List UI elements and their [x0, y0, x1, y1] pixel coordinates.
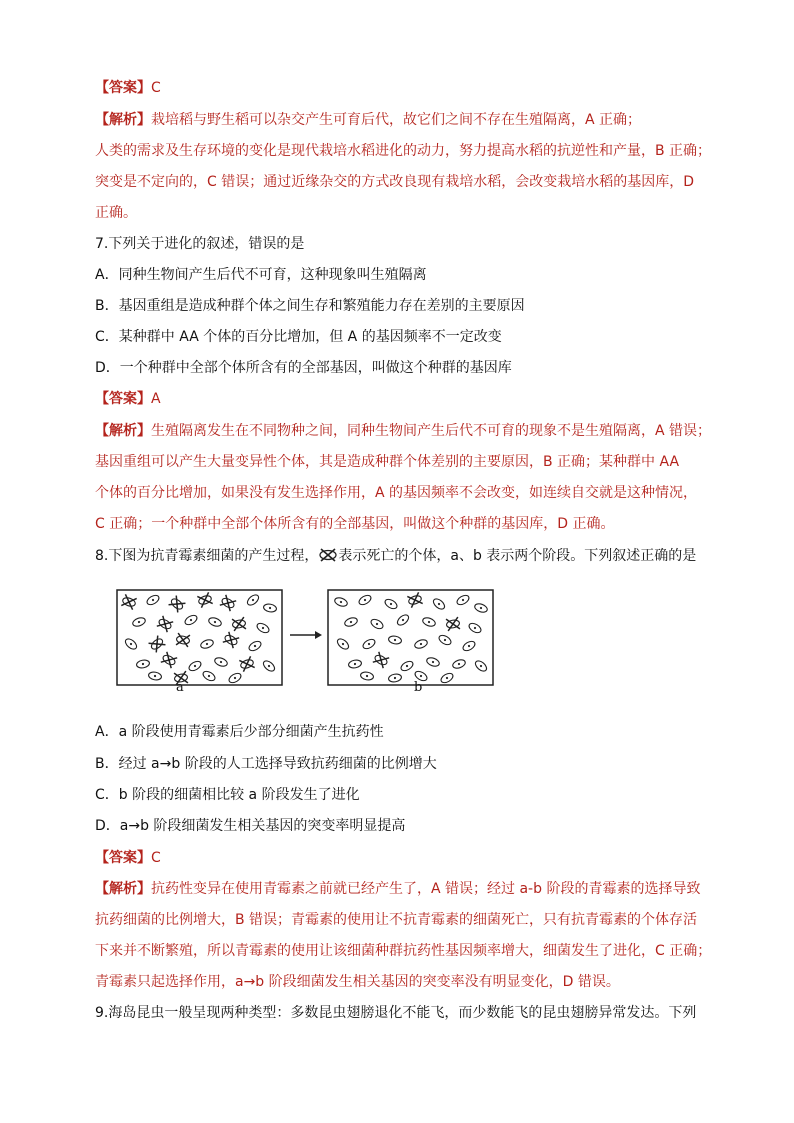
live-bacterium [214, 656, 229, 668]
q7-analysis-line: 基因重组可以产生大量变异性个体，其是造成种群个体差别的主要原因，B 正确；某种群中 AA [95, 454, 680, 470]
q8-option-a: A．a 阶段使用青霉素后少部分细菌产生抗药性 [95, 724, 384, 740]
live-bacterium [246, 593, 261, 607]
dead-bacterium [176, 633, 191, 647]
q7-answer: 【答案】A [95, 391, 161, 407]
bacteria-diagram [115, 588, 495, 698]
live-bacterium [388, 673, 402, 683]
live-bacterium [467, 621, 482, 634]
live-bacterium [455, 593, 470, 606]
figure-label-a: a [176, 680, 184, 695]
live-bacterium [247, 639, 262, 652]
live-bacterium [227, 671, 242, 684]
q7-analysis-line: 【解析】生殖隔离发生在不同物种之间，同种生物间产生后代不可育的现象不是生殖隔离，A 错误； [95, 423, 712, 439]
stage-arrow-head [315, 631, 322, 639]
live-bacterium [388, 635, 402, 645]
q6-answer: 【答案】C [95, 80, 161, 96]
q8-option-d: D．a→b 阶段细菌发生相关基因的突变率明显提高 [95, 818, 406, 834]
dead-bacterium [239, 656, 255, 672]
q8-analysis-line: 抗药细菌的比例增大，B 错误；青霉素的使用让不抗青霉素的细菌死亡，只有抗青霉素的个体存活 [95, 912, 698, 928]
live-bacterium [201, 669, 216, 682]
dead-bacterium-icon [319, 548, 337, 562]
dead-bacterium [156, 616, 173, 633]
live-bacterium [474, 602, 489, 614]
dead-bacterium [446, 617, 461, 631]
stage-a-box [117, 590, 282, 685]
live-bacterium [132, 616, 147, 628]
q6-analysis-line: 突变是不定向的，C 错误；通过近缘杂交的方式改良现有栽培水稻，会改变栽培水稻的基因库，D [95, 174, 695, 190]
dead-bacterium [121, 594, 137, 610]
live-bacterium [426, 656, 441, 668]
q8-analysis-line: 青霉素只起选择作用，a→b 阶段细菌发生相关基因的突变率没有明显变化，D 错误。 [95, 974, 620, 990]
live-bacterium [136, 659, 150, 669]
live-bacterium [437, 633, 452, 646]
q7-analysis-line: 个体的百分比增加，如果没有发生选择作用，A 的基因频率不会改变，如连续自交就是这种情况， [95, 485, 698, 501]
q7-option-c: C．某种群中 AA 个体的百分比增加，但 A 的基因频率不一定改变 [95, 329, 502, 345]
live-bacterium [396, 613, 411, 627]
dead-bacterium [232, 617, 247, 631]
q8-analysis-line: 下来并不断繁殖，所以青霉素的使用让该细菌种群抗药性基因频率增大，细菌发生了进化，C 正确； [95, 943, 712, 959]
q9-stem: 9.海岛昆虫一般呈现两种类型：多数昆虫翅膀退化不能飞，而少数能飞的昆虫翅膀异常发达。下列 [95, 1005, 697, 1021]
dead-bacterium [148, 635, 166, 653]
live-bacterium [187, 659, 202, 672]
q7-option-b: B．基因重组是造成种群个体之间生存和繁殖能力存在差别的主要原因 [95, 298, 525, 314]
q7-stem: 7.下列关于进化的叙述，错误的是 [95, 236, 305, 252]
figure-label-b: b [414, 680, 423, 695]
live-bacterium [461, 639, 476, 652]
live-bacterium [262, 659, 277, 673]
live-bacterium [399, 659, 414, 672]
live-bacterium [432, 597, 447, 611]
live-bacterium [336, 637, 351, 651]
live-bacterium [360, 671, 374, 681]
q6-analysis-line: 【解析】栽培稻与野生稻可以杂交产生可育后代，故它们之间不存在生殖隔离，A 正确； [95, 112, 642, 128]
bacteria-figure [115, 588, 495, 702]
live-bacterium [334, 596, 349, 608]
live-bacterium [208, 616, 223, 628]
q8-option-c: C．b 阶段的细菌相比较 a 阶段发生了进化 [95, 787, 360, 803]
live-bacterium [474, 659, 489, 673]
q7-option-a: A．同种生物间产生后代不可育，这种现象叫生殖隔离 [95, 267, 427, 283]
dead-bacterium [219, 595, 236, 612]
q7-option-d: D．一个种群中全部个体所含有的全部基因，叫做这个种群的基因库 [95, 360, 512, 376]
live-bacterium [383, 597, 398, 610]
q8-analysis-line: 【解析】抗药性变异在使用青霉素之前就已经产生了，A 错误；经过 a-b 阶段的青霉素的选择导致 [95, 881, 701, 897]
q6-analysis-line: 正确。 [95, 205, 137, 221]
q8-option-b: B．经过 a→b 阶段的人工选择导致抗药细菌的比例增大 [95, 756, 437, 772]
live-bacterium [124, 637, 139, 651]
live-bacterium [183, 613, 198, 626]
live-bacterium [369, 617, 384, 630]
dead-bacterium [168, 595, 186, 613]
dead-bacterium [372, 652, 389, 669]
live-bacterium [439, 671, 454, 684]
dead-bacterium [160, 652, 177, 669]
dead-bacterium [222, 632, 239, 649]
q8-stem: 8.下图为抗青霉素细菌的产生过程， 表示死亡的个体，a、b 表示两个阶段。下列叙述正确的是 [95, 548, 697, 564]
q8-answer: 【答案】C [95, 850, 161, 866]
live-bacterium [145, 593, 160, 606]
live-bacterium [452, 658, 467, 670]
q7-analysis-line: C 正确；一个种群中全部个体所含有的全部基因，叫做这个种群的基因库，D 正确。 [95, 516, 615, 532]
live-bacterium [148, 671, 162, 681]
live-bacterium [263, 603, 277, 613]
live-bacterium [344, 616, 359, 628]
live-bacterium [255, 621, 270, 634]
live-bacterium [422, 616, 437, 628]
live-bacterium [200, 638, 215, 650]
live-bacterium [361, 637, 376, 650]
live-bacterium [414, 638, 429, 650]
q6-analysis-line: 人类的需求及生存环境的变化是现代栽培水稻进化的动力，努力提高水稻的抗逆性和产量，B 正确； [95, 143, 712, 159]
live-bacterium [348, 659, 362, 669]
dead-bacterium [407, 592, 423, 608]
live-bacterium [357, 593, 372, 606]
dead-bacterium [197, 592, 213, 608]
